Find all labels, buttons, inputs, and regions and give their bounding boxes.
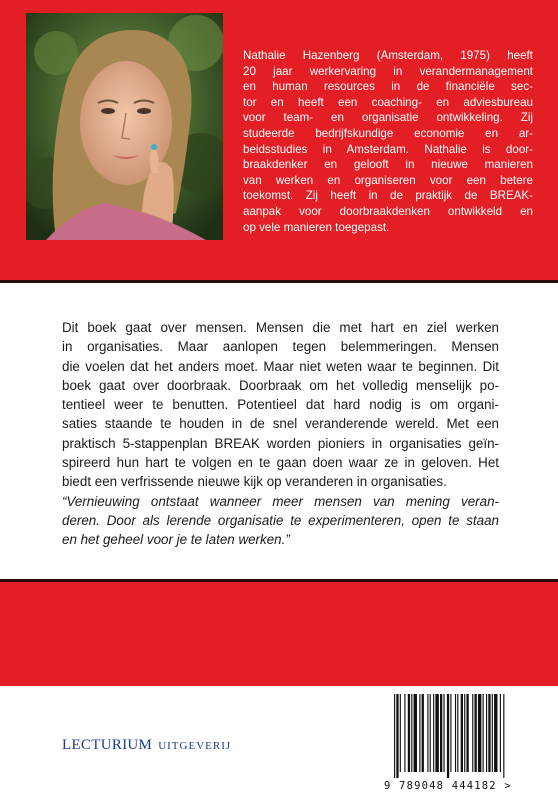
barcode-bar bbox=[433, 694, 434, 772]
author-portrait-photo bbox=[26, 13, 223, 240]
barcode-bar bbox=[478, 694, 481, 772]
bio-line: studeerde bedrijfskundige economie en ar- bbox=[243, 126, 533, 140]
barcode-bar bbox=[443, 694, 444, 772]
blurb-line: praktisch 5-stappenplan BREAK worden pioniers in organisaties geïn- bbox=[62, 435, 499, 451]
barcode-bar bbox=[430, 694, 431, 772]
barcode-bar bbox=[464, 694, 465, 772]
blurb-line: saties staande te houden in de snel veranderende wereld. Met een bbox=[62, 416, 499, 432]
blurb-line: spireerd hun hart te volgen en te gaan doen waar ze in geloven. Het bbox=[62, 455, 499, 471]
blurb-line: tentieel weer te benutten. Potentieel dat hard nodig is om organi- bbox=[62, 397, 499, 413]
barcode-bar bbox=[396, 694, 398, 778]
barcode-bar bbox=[503, 694, 504, 778]
blurb-line: die voelen dat het anders moet. Maar niet weten waar te beginnen. Dit bbox=[62, 358, 499, 374]
bio-line: Nathalie Hazenberg (Amsterdam, 1975) heeft bbox=[243, 49, 533, 62]
barcode-bar bbox=[457, 694, 458, 772]
barcode-bar bbox=[461, 694, 463, 772]
publisher-logo bbox=[62, 736, 231, 754]
barcode-bar bbox=[447, 694, 449, 778]
isbn-digits: 9 789048 444182 bbox=[384, 780, 497, 792]
barcode-bar bbox=[492, 694, 493, 772]
barcode-bar bbox=[440, 694, 442, 772]
barcode-bar bbox=[494, 694, 497, 772]
isbn-marker: > bbox=[504, 780, 512, 792]
barcode-bar bbox=[435, 694, 438, 772]
barcode-bar bbox=[466, 694, 468, 772]
quote-line: “Vernieuwing ontstaat wanneer meer mensen van mening veran- bbox=[62, 493, 499, 509]
publisher-sub: UITGEVERIJ bbox=[158, 740, 232, 752]
bio-line: van werken en organiseren voor een betere bbox=[243, 173, 533, 187]
barcode-bar bbox=[475, 694, 477, 772]
barcode-bar bbox=[394, 694, 395, 778]
quote-line: en het geheel voor je te laten werken.” bbox=[62, 532, 290, 548]
blurb-line: in organisaties. Maar aanlopen tegen belemmeringen. Mensen bbox=[62, 339, 499, 355]
blurb-line: biedt een verfrissende nieuwe kijk op veranderen in organisaties. bbox=[62, 474, 447, 490]
back-cover-blurb bbox=[62, 318, 499, 550]
bio-line: tor en heeft een coaching- en adviesbureau bbox=[243, 95, 533, 109]
bio-line: braakdenker en gelooft in nieuwe manieren bbox=[243, 158, 533, 172]
barcode-bar bbox=[411, 694, 412, 772]
barcode-bar bbox=[486, 694, 487, 772]
blurb-line: boek gaat over doorbraak. Doorbraak om het volledig menselijk po- bbox=[62, 377, 499, 393]
barcode-bar bbox=[414, 694, 417, 772]
barcode-bar bbox=[419, 694, 420, 772]
quote-line: deren. Door als lerende organisatie te experimenteren, open te staan bbox=[62, 512, 499, 528]
barcode-bar bbox=[483, 694, 484, 772]
barcode-bar bbox=[450, 694, 451, 772]
publisher-brand: LECTURIUM bbox=[62, 737, 153, 753]
bio-line: toekomst. Zij heeft in de praktijk de BREAK- bbox=[243, 189, 533, 203]
barcode-bar bbox=[422, 694, 424, 772]
bio-line: op vele manieren toegepast. bbox=[243, 220, 390, 234]
blurb-line: Dit boek gaat over mensen. Mensen die met hart en ziel werken bbox=[62, 320, 499, 335]
barcode-bar bbox=[404, 694, 405, 772]
author-band bbox=[0, 0, 558, 283]
barcode-bar bbox=[400, 694, 401, 772]
author-bio bbox=[243, 48, 533, 235]
barcode-bar bbox=[500, 694, 501, 772]
isbn-barcode bbox=[384, 694, 552, 794]
barcode-bar bbox=[408, 694, 410, 772]
bio-line: voor team- en organisatie ontwikkeling. Zij bbox=[243, 111, 533, 125]
bio-line: aanpak voor doorbraakdenken ontwikkeld en bbox=[243, 204, 533, 218]
isbn-number bbox=[384, 780, 552, 792]
barcode-bar bbox=[427, 694, 428, 772]
bio-line: beidsstudies in Amsterdam. Nathalie is door- bbox=[243, 142, 533, 156]
barcode-bar bbox=[488, 694, 490, 772]
bio-line: 20 jaar werkervaring in verandermanagement bbox=[243, 64, 533, 78]
barcode-bar bbox=[455, 694, 456, 772]
bottom-red-band bbox=[0, 579, 558, 686]
bio-line: en human resources in de financiële sec- bbox=[243, 80, 533, 94]
barcode-bar bbox=[472, 694, 473, 772]
